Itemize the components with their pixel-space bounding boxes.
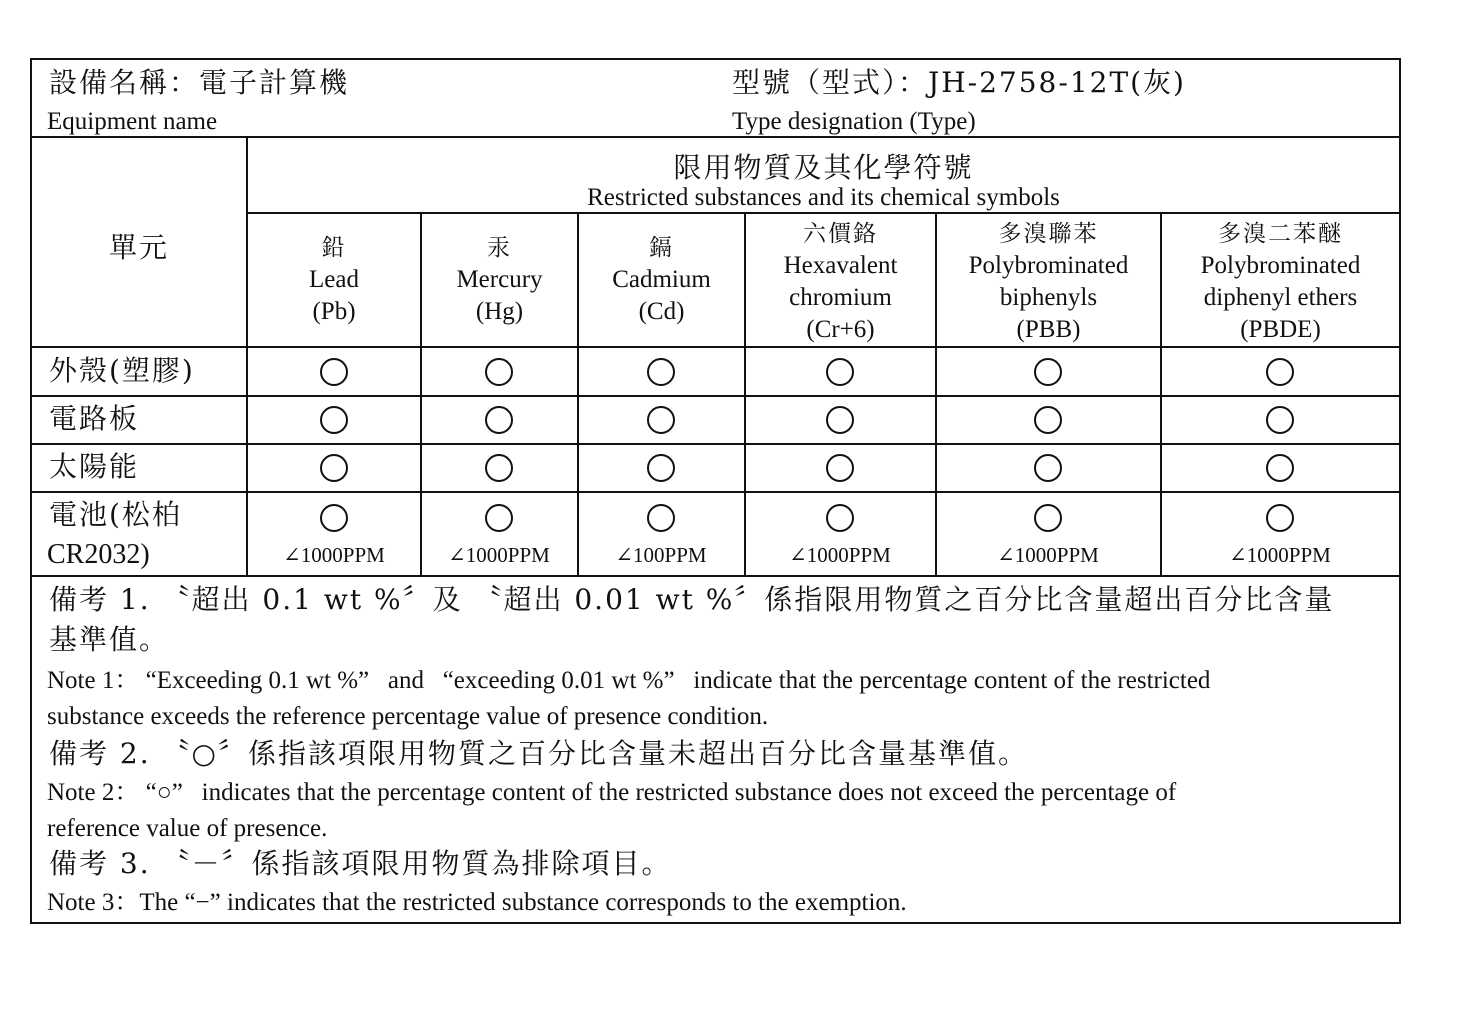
compliance-mark [1034, 358, 1062, 386]
type-designation-en: Type designation (Type) [732, 108, 976, 135]
column-en: (PBB) [1016, 316, 1081, 343]
column-zh: 六價鉻 [803, 221, 878, 247]
column-en: Polybrominated [1200, 252, 1361, 279]
column-en: chromium [789, 284, 892, 311]
column-pbb [937, 218, 1160, 346]
column-en: Lead [309, 266, 359, 293]
substances-header-zh: 限用物質及其化學符號 [673, 151, 974, 184]
compliance-mark [320, 358, 348, 386]
column-en: biphenyls [999, 284, 1098, 311]
compliance-mark [1034, 406, 1062, 434]
compliance-mark [485, 454, 513, 482]
compliance-mark [485, 504, 513, 532]
note-1-en: substance exceeds the reference percentage value of presence condition. [47, 703, 769, 730]
note-2-en: Note 2： “○” indicates that the percentage content of the restricted substance does not exceed the percentage of [47, 779, 1177, 806]
compliance-mark [485, 358, 513, 386]
compliance-mark [485, 406, 513, 434]
column-en: (PBDE) [1240, 316, 1321, 343]
column-zh: 多溴聯苯 [998, 221, 1099, 247]
column-zh: 鉛 [321, 235, 347, 261]
divider [32, 346, 1399, 348]
column-mercury [422, 220, 577, 328]
column-en: diphenyl ethers [1203, 284, 1358, 311]
compliance-mark [826, 406, 854, 434]
condition-value: ∠1000PPM [448, 543, 550, 567]
remark-1-zh: 備考 1. 〝超出 0.1 wt %〞及 〝超出 0.01 wt %〞係指限用物質之百分比含量超出百分比含量 [49, 583, 1335, 616]
column-en: Cadmium [612, 266, 711, 293]
unit-label: 太陽能 [49, 450, 140, 483]
divider [32, 136, 1399, 138]
column-cadmium [579, 220, 744, 328]
compliance-mark [826, 504, 854, 532]
column-en: (Cr+6) [806, 316, 875, 343]
column-en: Hexavalent [783, 252, 898, 279]
compliance-mark [1266, 454, 1294, 482]
compliance-mark [826, 358, 854, 386]
rohs-declaration-table [30, 58, 1401, 924]
unit-column-header: 單元 [108, 231, 169, 264]
column-en: Mercury [456, 266, 543, 293]
note-2-en: reference value of presence. [47, 815, 328, 842]
equipment-name-zh: 設備名稱：電子計算機 [49, 66, 350, 99]
condition-value: ∠1000PPM [789, 543, 891, 567]
column-lead [248, 220, 420, 328]
divider [32, 575, 1399, 577]
compliance-mark [320, 504, 348, 532]
divider [32, 491, 1399, 493]
divider [32, 443, 1399, 445]
note-3-en: Note 3：The “−” indicates that the restricted substance corresponds to the exemption. [47, 889, 907, 916]
compliance-mark [826, 454, 854, 482]
column-pbde [1162, 218, 1399, 346]
compliance-mark [1266, 358, 1294, 386]
compliance-mark [320, 406, 348, 434]
unit-label: 電路板 [49, 402, 140, 435]
compliance-mark [1266, 504, 1294, 532]
compliance-mark [647, 504, 675, 532]
remark-1-zh: 基準值。 [49, 623, 170, 656]
compliance-mark [647, 454, 675, 482]
column-zh: 多溴二苯醚 [1218, 221, 1343, 247]
unit-label: 電池(松柏 [49, 498, 182, 531]
column-hexavalent-chromium [746, 218, 935, 346]
type-designation-zh: 型號（型式）：JH-2758-12T(灰) [732, 66, 1186, 99]
column-zh: 汞 [487, 235, 512, 261]
compliance-mark [1034, 454, 1062, 482]
column-en: (Hg) [475, 298, 524, 325]
unit-label: 外殼(塑膠) [49, 354, 195, 387]
condition-value: ∠100PPM [615, 543, 707, 567]
compliance-mark [647, 358, 675, 386]
compliance-mark [1034, 504, 1062, 532]
unit-label: CR2032) [47, 539, 150, 570]
column-en: Polybrominated [968, 252, 1129, 279]
condition-value: ∠1000PPM [283, 543, 385, 567]
compliance-mark [1266, 406, 1294, 434]
note-1-en: Note 1： “Exceeding 0.1 wt %” and “exceeding 0.01 wt %” indicate that the percentage content of the restricted [47, 667, 1211, 694]
divider [32, 395, 1399, 397]
column-en: (Cd) [638, 298, 685, 325]
equipment-name-en: Equipment name [47, 108, 218, 135]
remark-2-zh: 備考 2. 〝○〞係指該項限用物質之百分比含量未超出百分比含量基準值。 [49, 737, 1028, 770]
remark-3-zh: 備考 3. 〝－〞係指該項限用物質為排除項目。 [49, 847, 672, 880]
condition-value: ∠1000PPM [1229, 543, 1331, 567]
condition-value: ∠1000PPM [997, 543, 1099, 567]
compliance-mark [320, 454, 348, 482]
column-zh: 鎘 [649, 235, 674, 261]
substances-header-en: Restricted substances and its chemical symbols [587, 184, 1060, 211]
compliance-mark [647, 406, 675, 434]
column-en: (Pb) [312, 298, 356, 325]
